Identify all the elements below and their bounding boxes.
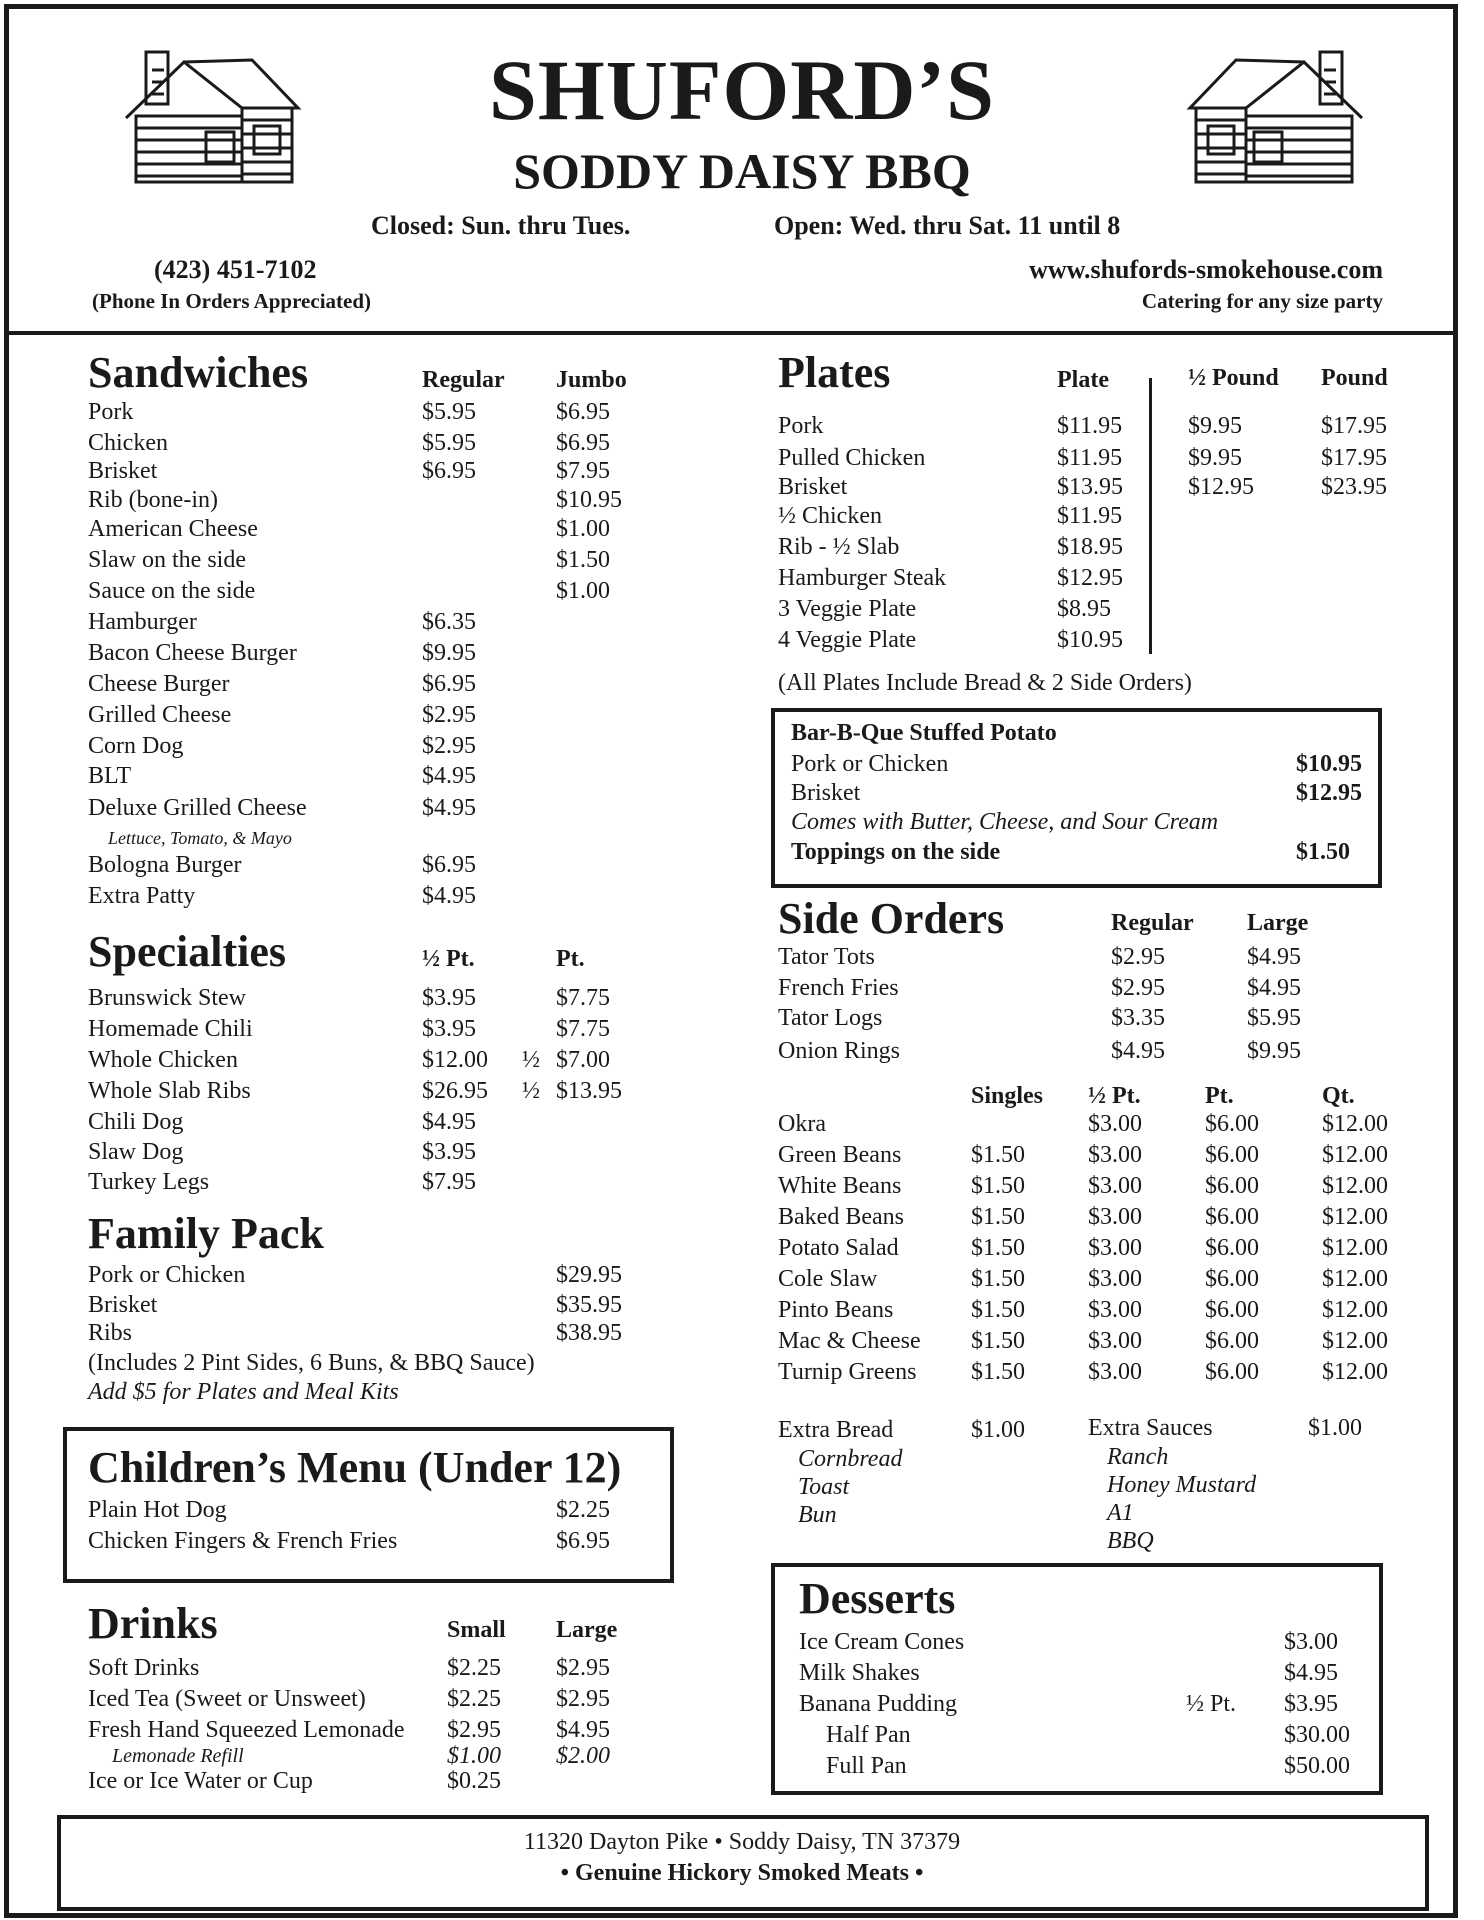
veggie-pint-price: $6.00	[1205, 1142, 1259, 1168]
veggie-quart-price: $12.00	[1322, 1142, 1388, 1168]
veggie-single-price: $1.50	[971, 1328, 1025, 1354]
veggies-col-quart: Qt.	[1322, 1083, 1355, 1109]
sandwich-name: Cheese Burger	[88, 671, 230, 697]
sandwiches-col-regular: Regular	[422, 367, 505, 393]
sides-col-regular: Regular	[1111, 910, 1194, 936]
veggie-quart-price: $12.00	[1322, 1328, 1388, 1354]
potato-pork-chicken-price: $10.95	[1296, 751, 1362, 777]
sandwich-name: Brisket	[88, 458, 158, 484]
veggie-quart-price: $12.00	[1322, 1359, 1388, 1385]
potato-brisket-price: $12.95	[1296, 780, 1362, 806]
lemonade-refill-small: $1.00	[447, 1743, 501, 1769]
specialty-half-pint-price: $7.95	[422, 1169, 476, 1195]
plates-note: (All Plates Include Bread & 2 Side Orders)	[778, 670, 1192, 696]
potato-brisket: Brisket	[791, 780, 861, 806]
sandwich-jumbo-price: $1.00	[556, 578, 610, 604]
specialty-pint-price: $7.00	[556, 1047, 610, 1073]
veggie-name: Baked Beans	[778, 1204, 904, 1230]
specialties-title: Specialties	[88, 927, 286, 976]
sandwich-regular-price: $5.95	[422, 430, 476, 456]
dessert-name: Ice Cream Cones	[799, 1629, 965, 1655]
plate-half-pound-price: $9.95	[1188, 413, 1242, 439]
veggie-single-price: $1.50	[971, 1297, 1025, 1323]
sauce-option: Honey Mustard	[1107, 1472, 1257, 1498]
drink-name: Ice or Ice Water or Cup	[88, 1768, 313, 1794]
veggie-half-pint-price: $3.00	[1088, 1204, 1142, 1230]
veggie-single-price: $1.50	[971, 1173, 1025, 1199]
sandwich-regular-price: $4.95	[422, 763, 476, 789]
specialty-name: Turkey Legs	[88, 1169, 210, 1195]
drink-small-price: $2.95	[447, 1717, 501, 1743]
family-addon-note: Add $5 for Plates and Meal Kits	[88, 1379, 399, 1405]
drink-large-price: $2.95	[556, 1655, 610, 1681]
veggie-name: Okra	[778, 1111, 826, 1137]
specialty-half-marker: ½	[522, 1078, 540, 1104]
specialty-name: Homemade Chili	[88, 1016, 253, 1042]
veggie-half-pint-price: $3.00	[1088, 1173, 1142, 1199]
potato-toppings: Toppings on the side	[791, 839, 1001, 865]
sauce-option: Ranch	[1107, 1444, 1169, 1470]
sandwich-jumbo-price: $7.95	[556, 458, 610, 484]
sandwich-regular-price: $5.95	[422, 399, 476, 425]
sandwich-jumbo-price: $1.00	[556, 516, 610, 542]
sauce-option: BBQ	[1107, 1528, 1154, 1554]
specialty-half-marker: ½	[522, 1047, 540, 1073]
veggies-col-pint: Pt.	[1205, 1083, 1234, 1109]
drink-large-price: $2.95	[556, 1686, 610, 1712]
veggie-name: Turnip Greens	[778, 1359, 917, 1385]
bread-option: Bun	[798, 1502, 837, 1528]
phone-note: (Phone In Orders Appreciated)	[92, 289, 372, 313]
drink-large-price: $4.95	[556, 1717, 610, 1743]
plate-half-pound-price: $12.95	[1188, 474, 1254, 500]
plate-price: $11.95	[1057, 503, 1123, 529]
dessert-name: Milk Shakes	[799, 1660, 920, 1686]
side-regular-price: $2.95	[1111, 944, 1165, 970]
veggie-pint-price: $6.00	[1205, 1204, 1259, 1230]
veggie-name: Potato Salad	[778, 1235, 899, 1261]
drink-name: Fresh Hand Squeezed Lemonade	[88, 1717, 405, 1743]
sandwich-regular-price: $4.95	[422, 795, 476, 821]
veggie-half-pint-price: $3.00	[1088, 1266, 1142, 1292]
dessert-price: $3.00	[1284, 1629, 1338, 1655]
veggie-quart-price: $12.00	[1322, 1111, 1388, 1137]
specialty-pint-price: $13.95	[556, 1078, 622, 1104]
childrens-menu-title: Children’s Menu (Under 12)	[88, 1443, 622, 1492]
sandwich-regular-price: $6.95	[422, 458, 476, 484]
plate-name: Brisket	[778, 474, 848, 500]
plate-price: $11.95	[1057, 413, 1123, 439]
sandwich-regular-price: $6.95	[422, 671, 476, 697]
side-large-price: $4.95	[1247, 944, 1301, 970]
dessert-name: Half Pan	[826, 1722, 911, 1748]
side-large-price: $5.95	[1247, 1005, 1301, 1031]
side-name: Tator Tots	[778, 944, 875, 970]
plates-col-plate: Plate	[1057, 367, 1109, 393]
dessert-price: $30.00	[1284, 1722, 1350, 1748]
veggie-quart-price: $12.00	[1322, 1204, 1388, 1230]
side-name: French Fries	[778, 975, 899, 1001]
side-large-price: $9.95	[1247, 1038, 1301, 1064]
sandwich-name: Grilled Cheese	[88, 702, 232, 728]
extra-bread-price: $1.00	[971, 1417, 1025, 1443]
veggie-half-pint-price: $3.00	[1088, 1328, 1142, 1354]
potato-note: Comes with Butter, Cheese, and Sour Cream	[791, 809, 1219, 835]
desserts-title: Desserts	[799, 1574, 956, 1623]
plate-half-pound-price: $9.95	[1188, 445, 1242, 471]
specialty-name: Slaw Dog	[88, 1139, 184, 1165]
sandwich-regular-price: $6.35	[422, 609, 476, 635]
specialty-half-pint-price: $26.95	[422, 1078, 488, 1104]
family-pack-item: Pork or Chicken	[88, 1262, 246, 1288]
veggies-col-half: ½ Pt.	[1088, 1083, 1141, 1109]
bread-option: Cornbread	[798, 1446, 903, 1472]
veggie-quart-price: $12.00	[1322, 1297, 1388, 1323]
specialty-half-pint-price: $4.95	[422, 1109, 476, 1135]
sides-col-large: Large	[1247, 910, 1309, 936]
footer-tagline: • Genuine Hickory Smoked Meats •	[560, 1860, 924, 1886]
plate-name: 3 Veggie Plate	[778, 596, 917, 622]
plates-col-pound: Pound	[1321, 365, 1388, 391]
sandwich-jumbo-price: $6.95	[556, 399, 610, 425]
family-pack-title: Family Pack	[88, 1209, 324, 1258]
plate-price: $11.95	[1057, 445, 1123, 471]
veggie-name: White Beans	[778, 1173, 902, 1199]
plates-title: Plates	[778, 348, 891, 397]
veggie-pint-price: $6.00	[1205, 1297, 1259, 1323]
family-note: (Includes 2 Pint Sides, 6 Buns, & BBQ Sauce)	[88, 1350, 535, 1376]
sandwich-name: American Cheese	[88, 516, 258, 542]
specialty-name: Chili Dog	[88, 1109, 184, 1135]
side-regular-price: $4.95	[1111, 1038, 1165, 1064]
restaurant-title: SHUFORD’S	[489, 42, 995, 138]
dessert-price: $4.95	[1284, 1660, 1338, 1686]
side-regular-price: $2.95	[1111, 975, 1165, 1001]
lemonade-refill-label: Lemonade Refill	[112, 1745, 244, 1767]
veggie-quart-price: $12.00	[1322, 1173, 1388, 1199]
lemonade-refill-large: $2.00	[556, 1743, 610, 1769]
veggie-pint-price: $6.00	[1205, 1173, 1259, 1199]
sandwich-regular-price: $2.95	[422, 702, 476, 728]
veggie-quart-price: $12.00	[1322, 1266, 1388, 1292]
plate-pound-price: $23.95	[1321, 474, 1387, 500]
sandwich-name: Rib (bone-in)	[88, 487, 218, 513]
sandwich-name: Chicken	[88, 430, 168, 456]
plate-name: Rib - ½ Slab	[778, 534, 900, 560]
veggies-col-singles: Singles	[971, 1083, 1044, 1109]
family-pack-price: $35.95	[556, 1292, 622, 1318]
drink-small-price: $2.25	[447, 1655, 501, 1681]
stuffed-potato-title: Bar-B-Que Stuffed Potato	[791, 720, 1057, 746]
specialty-name: Whole Chicken	[88, 1047, 238, 1073]
plate-pound-price: $17.95	[1321, 413, 1387, 439]
catering-note: Catering for any size party	[1141, 289, 1383, 313]
plate-price: $8.95	[1057, 596, 1111, 622]
specialties-col-pint: Pt.	[556, 946, 585, 972]
veggie-pint-price: $6.00	[1205, 1235, 1259, 1261]
specialty-half-pint-price: $3.95	[422, 1016, 476, 1042]
potato-pork-chicken: Pork or Chicken	[791, 751, 949, 777]
side-name: Onion Rings	[778, 1038, 901, 1064]
plate-name: Hamburger Steak	[778, 565, 947, 591]
specialty-pint-price: $7.75	[556, 985, 610, 1011]
specialty-name: Brunswick Stew	[88, 985, 246, 1011]
plate-name: Pork	[778, 413, 824, 439]
dessert-size: ½ Pt.	[1186, 1691, 1237, 1717]
childrens-item: Plain Hot Dog	[88, 1497, 227, 1523]
childrens-item: Chicken Fingers & French Fries	[88, 1528, 398, 1554]
veggie-half-pint-price: $3.00	[1088, 1235, 1142, 1261]
veggie-name: Green Beans	[778, 1142, 902, 1168]
drinks-title: Drinks	[88, 1599, 218, 1648]
veggie-half-pint-price: $3.00	[1088, 1111, 1142, 1137]
plate-name: ½ Chicken	[778, 503, 882, 529]
extra-bread: Extra Bread	[778, 1417, 894, 1443]
sandwich-name: Bacon Cheese Burger	[88, 640, 297, 666]
sandwich-name: Pork	[88, 399, 134, 425]
veggie-pint-price: $6.00	[1205, 1359, 1259, 1385]
sandwich-name: Extra Patty	[88, 883, 196, 909]
veggie-half-pint-price: $3.00	[1088, 1359, 1142, 1385]
specialty-name: Whole Slab Ribs	[88, 1078, 251, 1104]
side-regular-price: $3.35	[1111, 1005, 1165, 1031]
drink-name: Iced Tea (Sweet or Unsweet)	[88, 1686, 366, 1712]
dessert-price: $50.00	[1284, 1753, 1350, 1779]
sandwiches-col-jumbo: Jumbo	[556, 367, 627, 393]
sandwich-name: Slaw on the side	[88, 547, 246, 573]
sandwich-jumbo-price: $1.50	[556, 547, 610, 573]
specialty-pint-price: $7.75	[556, 1016, 610, 1042]
dessert-price: $3.95	[1284, 1691, 1338, 1717]
veggie-name: Cole Slaw	[778, 1266, 878, 1292]
sandwich-jumbo-price: $10.95	[556, 487, 622, 513]
extra-sauces-price: $1.00	[1308, 1415, 1362, 1441]
family-pack-item: Brisket	[88, 1292, 158, 1318]
veggie-pint-price: $6.00	[1205, 1111, 1259, 1137]
plate-price: $10.95	[1057, 627, 1123, 653]
sandwich-name: Bologna Burger	[88, 852, 242, 878]
website: www.shufords-smokehouse.com	[1029, 255, 1383, 284]
sandwiches-title: Sandwiches	[88, 348, 309, 397]
sauce-option: A1	[1107, 1500, 1134, 1526]
family-pack-price: $29.95	[556, 1262, 622, 1288]
veggie-pint-price: $6.00	[1205, 1328, 1259, 1354]
side-orders-title: Side Orders	[778, 894, 1005, 943]
dessert-name: Banana Pudding	[799, 1691, 957, 1717]
childrens-price: $2.25	[556, 1497, 610, 1523]
drink-name: Soft Drinks	[88, 1655, 200, 1681]
plate-name: Pulled Chicken	[778, 445, 926, 471]
side-name: Tator Logs	[778, 1005, 883, 1031]
deluxe-note: Lettuce, Tomato, & Mayo	[108, 828, 292, 848]
veggie-pint-price: $6.00	[1205, 1266, 1259, 1292]
specialties-col-half: ½ Pt.	[422, 946, 475, 972]
plate-price: $13.95	[1057, 474, 1123, 500]
phone-number: (423) 451-7102	[154, 255, 317, 284]
veggie-quart-price: $12.00	[1322, 1235, 1388, 1261]
veggie-half-pint-price: $3.00	[1088, 1142, 1142, 1168]
veggie-half-pint-price: $3.00	[1088, 1297, 1142, 1323]
bread-option: Toast	[798, 1474, 850, 1500]
dessert-name: Full Pan	[826, 1753, 907, 1779]
sandwich-name: Deluxe Grilled Cheese	[88, 795, 307, 821]
sandwich-name: Corn Dog	[88, 733, 184, 759]
drinks-col-large: Large	[556, 1617, 618, 1643]
sandwich-name: BLT	[88, 763, 132, 789]
side-large-price: $4.95	[1247, 975, 1301, 1001]
specialty-half-pint-price: $3.95	[422, 985, 476, 1011]
veggie-single-price: $1.50	[971, 1266, 1025, 1292]
sandwich-name: Sauce on the side	[88, 578, 256, 604]
plate-name: 4 Veggie Plate	[778, 627, 917, 653]
childrens-price: $6.95	[556, 1528, 610, 1554]
plates-divider	[1149, 378, 1152, 654]
open-hours: Open: Wed. thru Sat. 11 until 8	[774, 211, 1121, 240]
extra-sauces: Extra Sauces	[1088, 1415, 1213, 1441]
specialty-half-pint-price: $12.00	[422, 1047, 488, 1073]
veggie-single-price: $1.50	[971, 1204, 1025, 1230]
plate-price: $12.95	[1057, 565, 1123, 591]
family-pack-item: Ribs	[88, 1320, 133, 1346]
family-pack-price: $38.95	[556, 1320, 622, 1346]
sandwich-regular-price: $9.95	[422, 640, 476, 666]
plate-price: $18.95	[1057, 534, 1123, 560]
veggie-single-price: $1.50	[971, 1142, 1025, 1168]
plate-pound-price: $17.95	[1321, 445, 1387, 471]
veggie-single-price: $1.50	[971, 1359, 1025, 1385]
sandwich-regular-price: $2.95	[422, 733, 476, 759]
sandwich-name: Hamburger	[88, 609, 197, 635]
restaurant-subtitle: SODDY DAISY BBQ	[513, 143, 971, 199]
sandwich-regular-price: $4.95	[422, 883, 476, 909]
sandwich-regular-price: $6.95	[422, 852, 476, 878]
drinks-col-small: Small	[447, 1617, 506, 1643]
veggie-name: Pinto Beans	[778, 1297, 894, 1323]
veggie-name: Mac & Cheese	[778, 1328, 921, 1354]
drink-small-price: $2.25	[447, 1686, 501, 1712]
closed-hours: Closed: Sun. thru Tues.	[371, 211, 631, 240]
specialty-half-pint-price: $3.95	[422, 1139, 476, 1165]
veggie-single-price: $1.50	[971, 1235, 1025, 1261]
plates-col-half-pound: ½ Pound	[1188, 365, 1279, 391]
drink-small-price: $0.25	[447, 1768, 501, 1794]
header-divider	[4, 331, 1458, 335]
potato-toppings-price: $1.50	[1296, 839, 1350, 865]
footer-address: 11320 Dayton Pike • Soddy Daisy, TN 37379	[523, 1829, 961, 1855]
sandwich-jumbo-price: $6.95	[556, 430, 610, 456]
